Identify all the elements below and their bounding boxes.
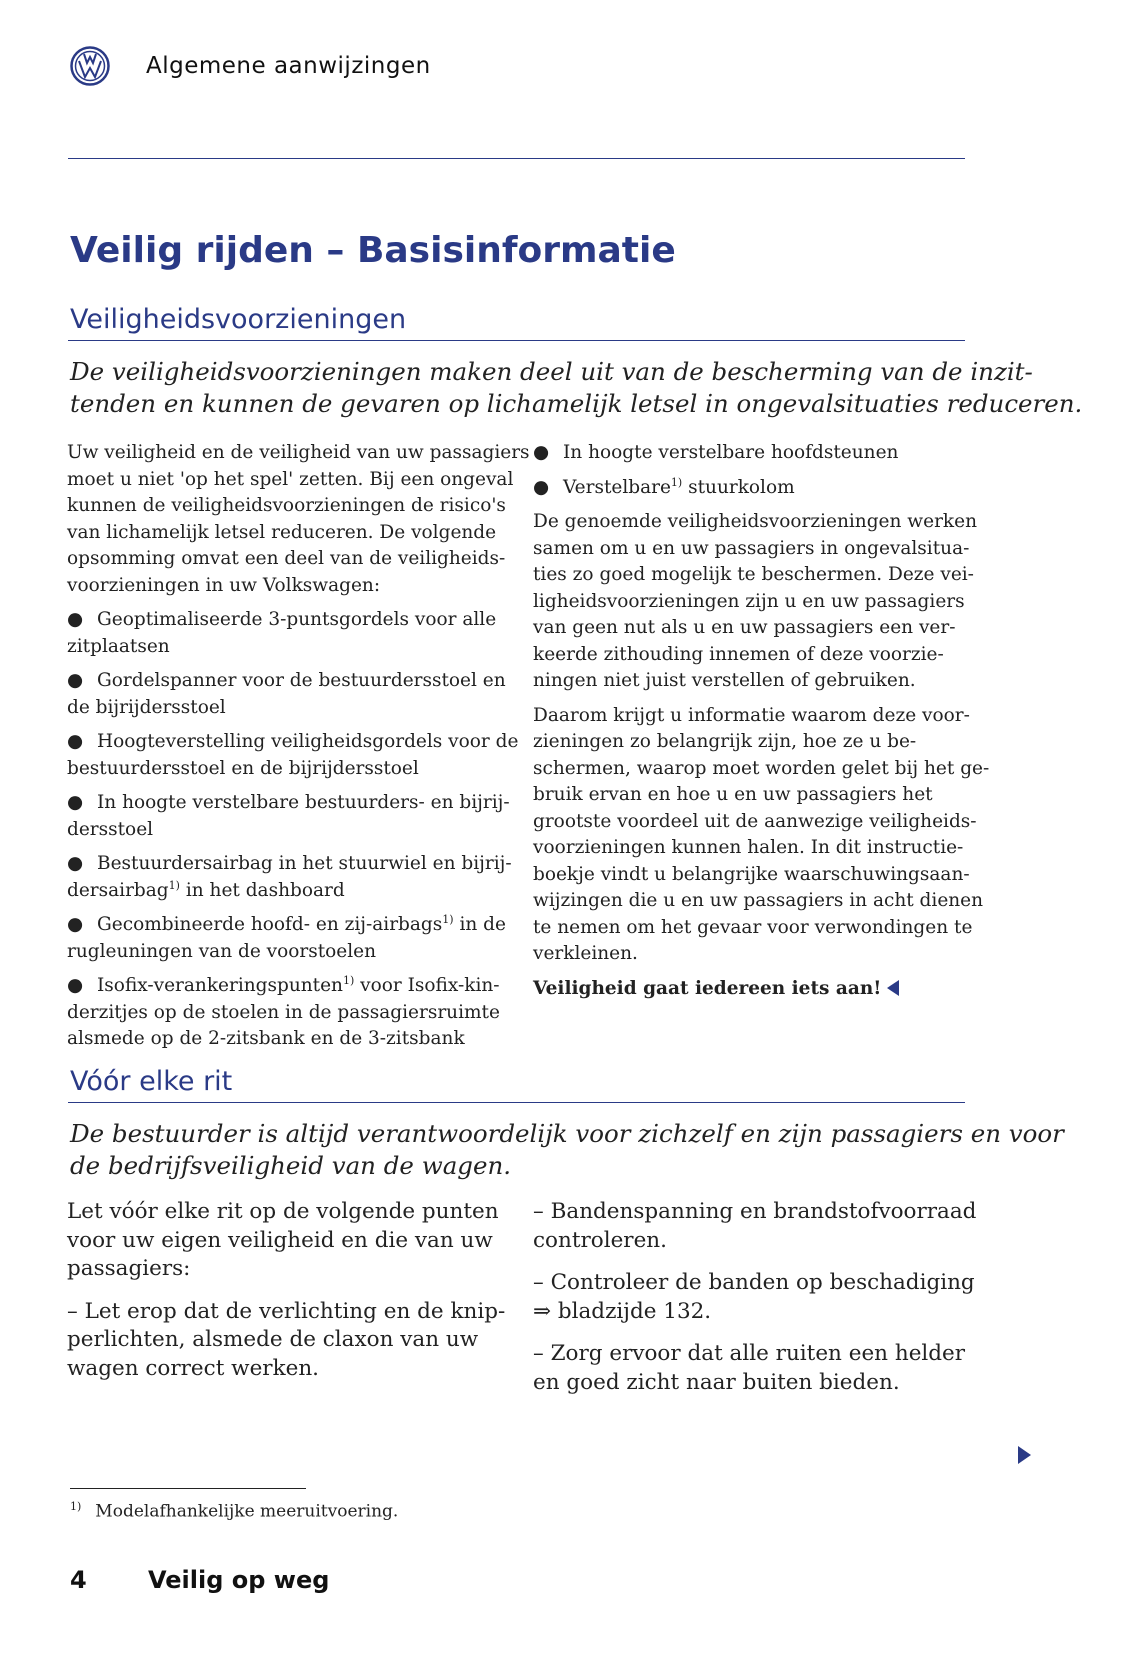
section-rule (68, 1102, 965, 1103)
text-line: opsomming omvat een deel van de veiligheids- (67, 548, 506, 569)
bullet-icon: ● (67, 975, 84, 996)
text-line: voorzieningen in uw Volkswagen: (67, 574, 381, 596)
bullet-icon: ● (67, 792, 84, 813)
text-line: van lichamelijk letsel reduceren. De volgende (67, 521, 497, 543)
footnote-ref: 1) (442, 912, 454, 926)
lead-line: tenden en kunnen de gevaren op lichamelijk letsel in ongevalsituaties reduceren. (70, 389, 1083, 418)
bullet-item: ● Geoptimaliseerde 3-puntsgordels voor alle zitplaatsen (67, 609, 497, 657)
footer-section-title: Veilig op weg (148, 1566, 330, 1594)
section-lead (70, 1118, 1064, 1182)
section1-left-column (67, 440, 530, 1053)
bullet-item: ● Gecombineerde hoofd- en zij-airbags$^{1)}$ in de rugleuningen van de voorstoelen (67, 912, 506, 962)
text-line: voor uw eigen veiligheid en die van uw (67, 1227, 493, 1253)
page-footer (70, 1566, 329, 1594)
volkswagen-logo-icon (70, 46, 110, 86)
footnote-rule (70, 1488, 306, 1489)
section2-left-column (67, 1198, 537, 1383)
bullet-icon: ● (67, 914, 84, 935)
section-heading-veiligheidsvoorzieningen: Veiligheidsvoorzieningen (70, 304, 407, 335)
section-heading-voor-elke-rit: Vóór elke rit (70, 1066, 233, 1097)
checklist-item: – Controleer de banden op beschadiging ⇒ bladzijde 132. (533, 1270, 975, 1324)
lead-line: de bedrijfsveiligheid van de wagen. (70, 1151, 512, 1180)
bullet-icon: ● (67, 853, 84, 874)
back-arrow-icon (887, 980, 899, 996)
section2-right-column (533, 1198, 1003, 1397)
bullet-item: ● Isofix-verankeringspunten$^{1)}$ voor Isofix-kin- derzitjes op de stoelen in de passagiersruimte alsmede op de 2-zitsbank en de 3-zitsbank (67, 973, 500, 1049)
bullet-icon: ● (67, 670, 84, 691)
footnote (70, 1500, 398, 1522)
footnote-ref: 1) (670, 475, 683, 489)
bullet-item: ● In hoogte verstelbare bestuurders- en bijrij- dersstoel (67, 792, 510, 840)
lead-line: De bestuurder is altijd verantwoordelijk voor zichzelf en zijn passagiers en voor (70, 1119, 1064, 1148)
paragraph: De genoemde veiligheidsvoorzieningen werken samen om u en uw passagiers in ongevalsitua- ties zo goed mogelijk te beschermen. Deze vei- ligheidsvoorzieningen zijn u en uw passagiers van geen nut als u en uw passagiers een ver- keerde zithouding innemen of deze voorzie- ningen niet juist verstellen of gebruiken. (533, 511, 977, 691)
page-number: 4 (70, 1566, 87, 1594)
closing-statement: Veiligheid gaat iedereen iets aan! (533, 976, 993, 1003)
header-title: Algemene aanwijzingen (146, 53, 431, 79)
bullet-icon: ● (533, 442, 550, 463)
page-header (70, 46, 431, 86)
footnote-ref: 1) (168, 878, 180, 892)
bullet-item: ● In hoogte verstelbare hoofdsteunen (533, 440, 993, 467)
bullet-item: ● Gordelspanner voor de bestuurdersstoel en de bijrijdersstoel (67, 670, 506, 718)
checklist-item: – Let erop dat de verlichting en de knip- perlichten, alsmede de claxon van uw wagen correct werken. (67, 1298, 506, 1381)
section1-right-column (533, 440, 993, 1002)
bullet-icon: ● (67, 731, 84, 752)
section-lead (70, 356, 1083, 420)
bullet-item: ● Hoogteverstelling veiligheidsgordels voor de bestuurdersstoel en de bijrijdersstoel (67, 731, 519, 779)
bullet-icon: ● (67, 609, 84, 630)
section-rule (68, 340, 965, 341)
text-line: moet u niet 'op het spel' zetten. Bij een ongeval (67, 468, 514, 490)
checklist-item: – Bandenspanning en brandstofvoorraad controleren. (533, 1199, 977, 1253)
footnote-ref: 1) (342, 973, 355, 987)
header-rule (68, 158, 965, 159)
continue-arrow-icon (1018, 1446, 1031, 1464)
text-line: kunnen de veiligheidsvoorzieningen de risico's (67, 495, 506, 516)
page-title: Veilig rijden – Basisinformatie (70, 230, 676, 271)
paragraph: Daarom krijgt u informatie waarom deze voor- zieningen zo belangrijk zijn, hoe ze u be- schermen, waarop moet worden gelet bij het ge- bruik ervan en hoe u en uw passagiers het grootste voordeel uit de aanwezige veiligheids- voorzieningen kunnen halen. In dit instructie- boekje vindt u belangrijke waarschuwingsaan- wijzingen die u en uw passagiers in acht dienen te nemen om het gevaar voor verwondingen te verkleinen. (533, 704, 990, 964)
footnote-mark: 1) (70, 1500, 82, 1513)
checklist-item: – Zorg ervoor dat alle ruiten een helder en goed zicht naar buiten bieden. (533, 1341, 966, 1395)
text-line: Uw veiligheid en de veiligheid van uw passagiers (67, 442, 530, 463)
lead-line: De veiligheidsvoorzieningen maken deel uit van de bescherming van de inzit- (70, 357, 1033, 386)
bullet-item: ● Verstelbare$^{1)}$ stuurkolom (533, 475, 993, 502)
footnote-text: Modelafhankelijke meeruitvoering. (95, 1501, 399, 1522)
text-line: passagiers: (67, 1256, 191, 1281)
text-line: Let vóór elke rit op de volgende punten (67, 1199, 499, 1224)
bullet-icon: ● (533, 476, 550, 498)
bullet-item: ● Bestuurdersairbag in het stuurwiel en bijrij- dersairbag$^{1)}$ in het dashboard (67, 853, 512, 901)
